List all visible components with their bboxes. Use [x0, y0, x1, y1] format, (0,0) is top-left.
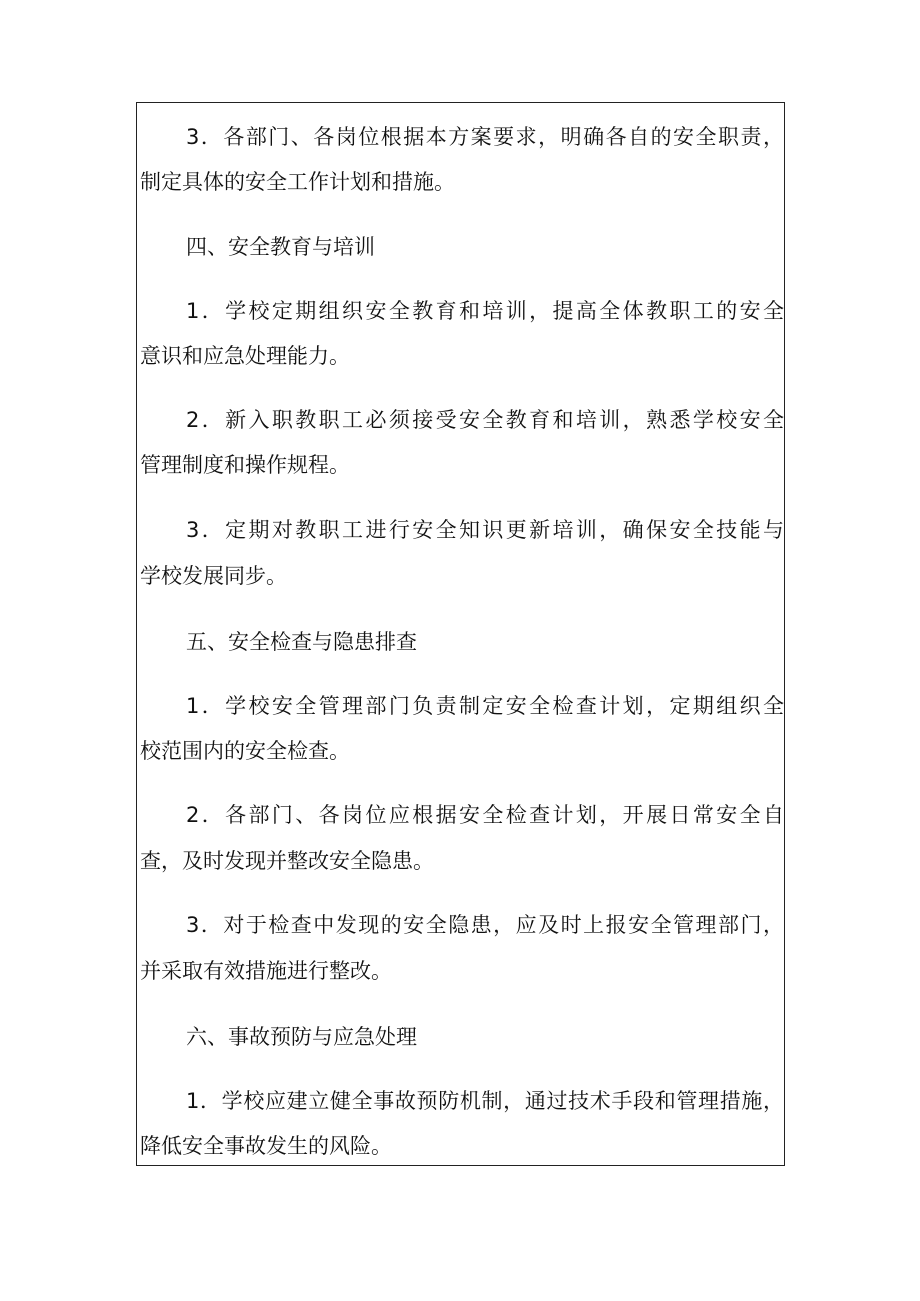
paragraph-line: 1．学校安全管理部门负责制定安全检查计划，定期组织全	[186, 694, 784, 718]
paragraph-line: 1．学校定期组织安全教育和培训，提高全体教职工的安全	[186, 299, 784, 323]
section-heading: 六、事故预防与应急处理	[186, 1025, 417, 1049]
paragraph-line: 并采取有效措施进行整改。	[140, 959, 392, 983]
paragraph-line: 3．对于检查中发现的安全隐患，应及时上报安全管理部门，	[186, 913, 784, 937]
paragraph-line: 查，及时发现并整改安全隐患。	[140, 849, 434, 873]
paragraph-line: 2．各部门、各岗位应根据安全检查计划，开展日常安全自	[186, 803, 784, 827]
paragraph-line: 1．学校应建立健全事故预防机制，通过技术手段和管理措施，	[186, 1089, 784, 1113]
paragraph-line: 意识和应急处理能力。	[140, 344, 350, 368]
paragraph-line: 3．定期对教职工进行安全知识更新培训，确保安全技能与	[186, 518, 784, 542]
paragraph-line: 校范围内的安全检查。	[140, 739, 350, 763]
paragraph-line: 制定具体的安全工作计划和措施。	[140, 170, 455, 194]
paragraph-line: 2．新入职教职工必须接受安全教育和培训，熟悉学校安全	[186, 408, 784, 432]
paragraph-line: 管理制度和操作规程。	[140, 453, 350, 477]
section-heading: 四、安全教育与培训	[186, 235, 375, 259]
paragraph-line: 3．各部门、各岗位根据本方案要求，明确各自的安全职责，	[186, 125, 784, 149]
paragraph-line: 学校发展同步。	[140, 564, 287, 588]
paragraph-line: 降低安全事故发生的风险。	[140, 1134, 392, 1158]
section-heading: 五、安全检查与隐患排查	[186, 630, 417, 654]
